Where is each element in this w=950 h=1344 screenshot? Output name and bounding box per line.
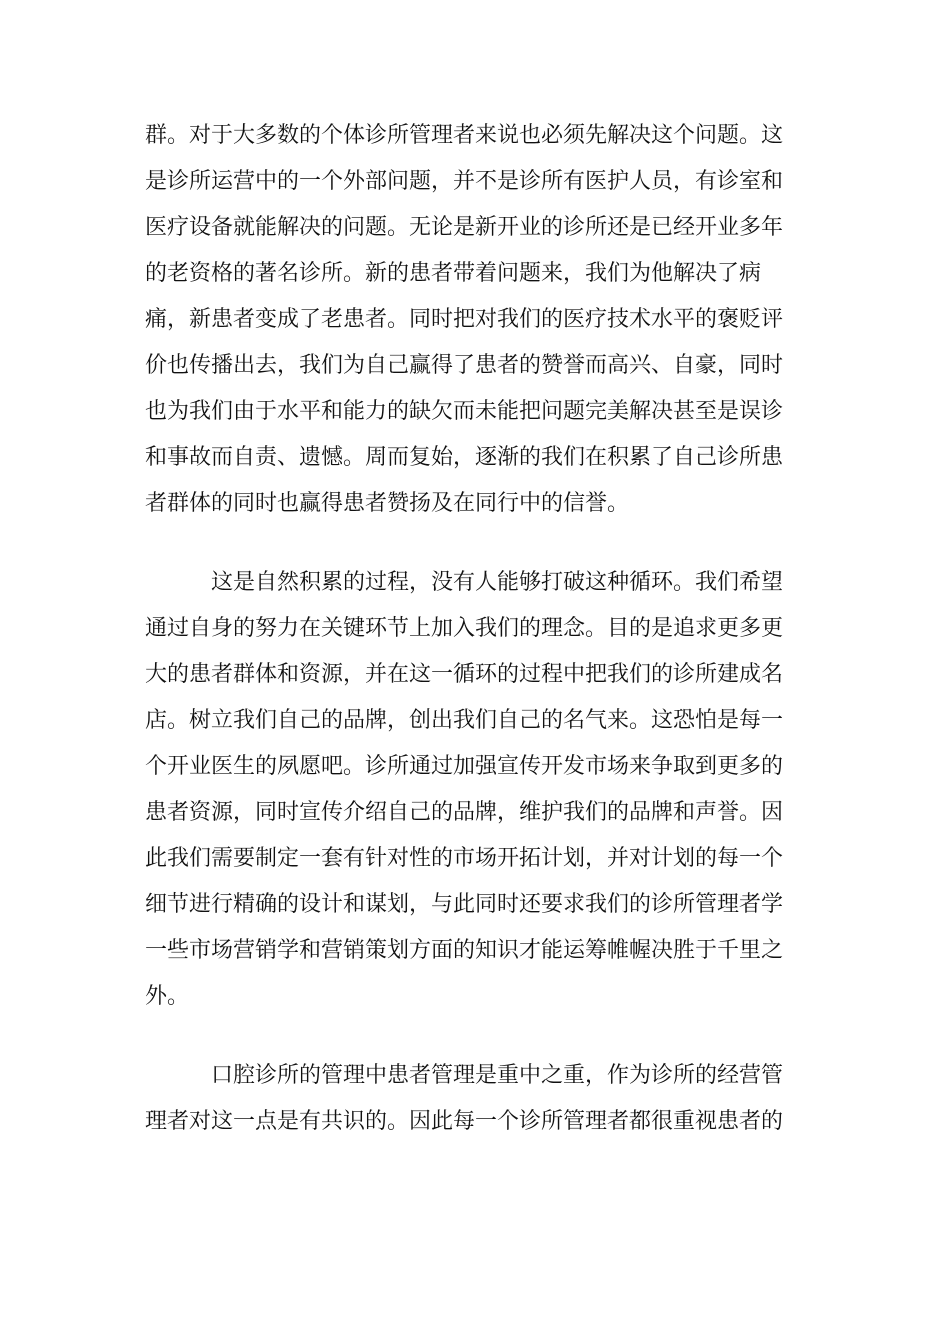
- text-line: 价也传播出去，我们为自己赢得了患者的赞誉而高兴、自豪，同时: [145, 353, 784, 378]
- text-line: 是诊所运营中的一个外部问题，并不是诊所有医护人员，有诊室和: [145, 169, 784, 194]
- text-line: 也为我们由于水平和能力的缺欠而未能把问题完美解决甚至是误诊: [145, 399, 784, 424]
- text-line: 和事故而自责、遗憾。周而复始，逐渐的我们在积累了自己诊所患: [145, 445, 784, 470]
- paragraph-gap: [145, 527, 815, 560]
- text-line: 大的患者群体和资源，并在这一循环的过程中把我们的诊所建成名: [145, 662, 784, 687]
- text-line: 痛，新患者变成了老患者。同时把对我们的医疗技术水平的褒贬评: [145, 307, 784, 332]
- text-line: 个开业医生的夙愿吧。诊所通过加强宣传开发市场来争取到更多的: [145, 754, 784, 779]
- text-line: 细节进行精确的设计和谋划，与此同时还要求我们的诊所管理者学: [145, 892, 784, 917]
- paragraph-3: [145, 1053, 815, 1145]
- text-line: 外。: [145, 984, 190, 1009]
- body-text: [145, 113, 815, 1145]
- text-line: 理者对这一点是有共识的。因此每一个诊所管理者都很重视患者的: [145, 1109, 784, 1134]
- text-line: 一些市场营销学和营销策划方面的知识才能运筹帷幄决胜于千里之: [145, 938, 784, 963]
- text-line: 者群体的同时也赢得患者赞扬及在同行中的信誉。: [145, 491, 630, 516]
- paragraph-gap: [145, 1020, 815, 1053]
- paragraph-2: [145, 560, 815, 1020]
- text-line: 的老资格的著名诊所。新的患者带着问题来，我们为他解决了病: [145, 261, 762, 286]
- text-line: 通过自身的努力在关键环节上加入我们的理念。目的是追求更多更: [145, 616, 784, 641]
- text-line: 此我们需要制定一套有针对性的市场开拓计划，并对计划的每一个: [145, 846, 784, 871]
- text-line: 店。树立我们自己的品牌，创出我们自己的名气来。这恐怕是每一: [145, 708, 784, 733]
- text-line-indented: 口腔诊所的管理中患者管理是重中之重，作为诊所的经营管: [211, 1063, 784, 1088]
- text-line: 患者资源，同时宣传介绍自己的品牌，维护我们的品牌和声誉。因: [145, 800, 784, 825]
- text-line: 医疗设备就能解决的问题。无论是新开业的诊所还是已经开业多年: [145, 215, 784, 240]
- paragraph-1: [145, 113, 815, 527]
- text-line: 群。对于大多数的个体诊所管理者来说也必须先解决这个问题。这: [145, 123, 784, 148]
- text-line-indented: 这是自然积累的过程，没有人能够打破这种循环。我们希望: [211, 570, 784, 595]
